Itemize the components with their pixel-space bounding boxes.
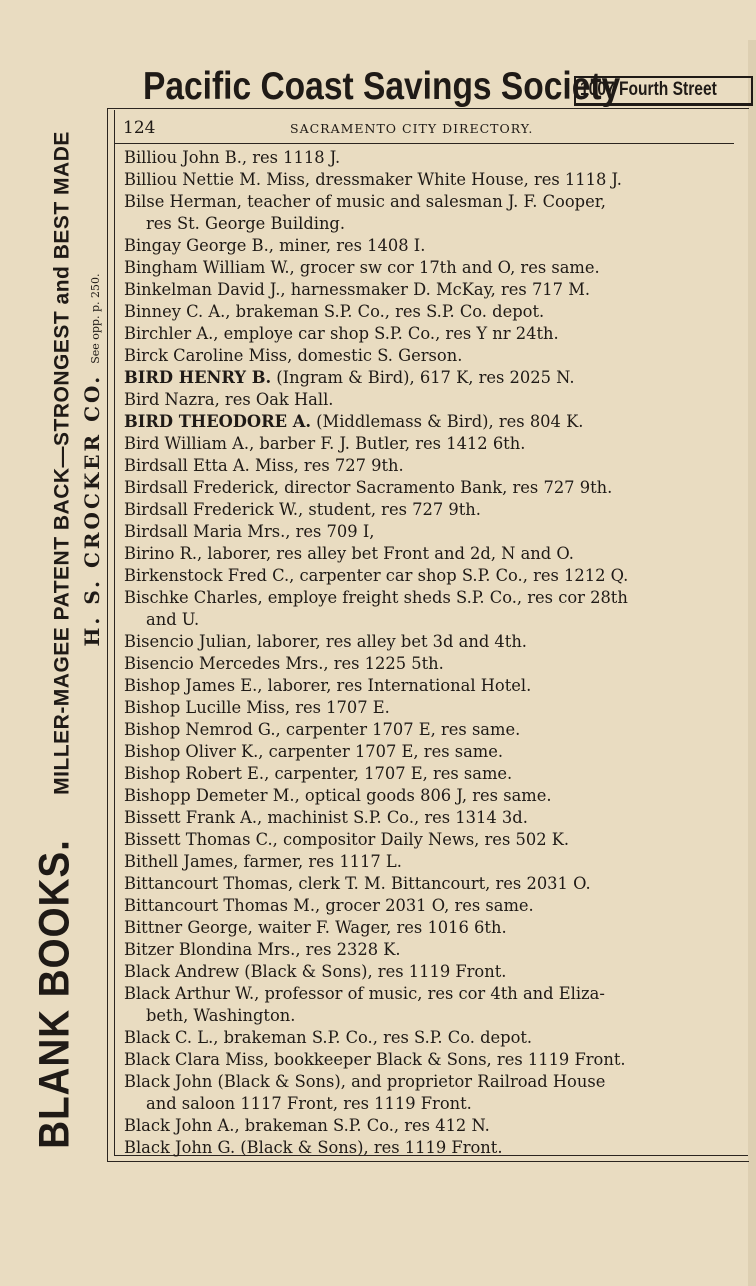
directory-entry [124,939,744,961]
entry-text: Bishopp Demeter M., optical goods 806 J, res same. [124,786,552,805]
directory-entry [124,345,744,367]
entry-bold-name: BIRD THEODORE A. [124,412,311,431]
directory-entry [124,279,744,301]
entry-text: Billiou Nettie M. Miss, dressmaker White House, res 1118 J. [124,170,622,189]
entry-text: Bingay George B., miner, res 1408 I. [124,236,426,255]
entry-text: Birdsall Frederick, director Sacramento Bank, res 727 9th. [124,478,613,497]
entry-text: Bisencio Mercedes Mrs., res 1225 5th. [124,654,444,673]
entry-text: Birck Caroline Miss, domestic S. Gerson. [124,346,463,365]
entry-text: Black Clara Miss, bookkeeper Black & Sons, res 1119 Front. [124,1050,626,1069]
entry-text: Binkelman David J., harnessmaker D. McKay, res 717 M. [124,280,591,299]
directory-entry [124,1137,744,1159]
entry-text: Black Arthur W., professor of music, res cor 4th and Eliza- [124,984,605,1003]
entry-text: Birdsall Maria Mrs., res 709 I, [124,522,375,541]
entry-text: Bishop James E., laborer, res International Hotel. [124,676,532,695]
side-ad-tagline: MILLER-MAGEE PATENT BACK—STRONGEST and BEST MADE [50,131,74,795]
directory-entry [124,411,744,433]
directory-entry [124,455,744,477]
entry-text: Bitzer Blondina Mrs., res 2328 K. [124,940,401,959]
side-ad-main-line [31,131,80,1149]
entry-continuation: beth, Washington. [146,1006,296,1025]
page-header-ad [143,50,748,106]
entry-text: Black Andrew (Black & Sons), res 1119 Front. [124,962,507,981]
entry-text: Billiou John B., res 1118 J. [124,148,341,167]
directory-entry [124,147,744,169]
directory-entry [124,477,744,499]
directory-entry [124,895,744,917]
directory-entry [124,587,744,631]
directory-entry [124,1027,744,1049]
entry-text: Bisencio Julian, laborer, res alley bet 3d and 4th. [124,632,527,651]
directory-entry [124,851,744,873]
entry-continuation: and saloon 1117 Front, res 1119 Front. [146,1094,472,1113]
directory-entry [124,301,744,323]
entry-text: Bishop Lucille Miss, res 1707 E. [124,698,390,717]
entry-text: Binney C. A., brakeman S.P. Co., res S.P. Co. depot. [124,302,545,321]
directory-entry [124,169,744,191]
directory-entry [124,675,744,697]
running-head: SACRAMENTO CITY DIRECTORY. [290,121,534,136]
directory-entry [124,235,744,257]
directory-entry [124,367,744,389]
directory-entry [124,433,744,455]
side-ad-company: H. S. CROCKER CO. [80,373,104,647]
entry-text: Bithell James, farmer, res 1117 L. [124,852,402,871]
entry-text: Bishop Nemrod G., carpenter 1707 E, res same. [124,720,521,739]
directory-entry [124,741,744,763]
directory-entry [124,543,744,565]
entry-text: Birkenstock Fred C., carpenter car shop S.P. Co., res 1212 Q. [124,566,629,585]
directory-entry [124,807,744,829]
side-ad-title: BLANK BOOKS. [30,839,79,1149]
entry-text: Black John G. (Black & Sons), res 1119 Front. [124,1138,503,1157]
entry-text: Bird Nazra, res Oak Hall. [124,390,334,409]
entry-text: Black John (Black & Sons), and proprietor Railroad House [124,1072,606,1091]
entry-text: Birdsall Etta A. Miss, res 727 9th. [124,456,404,475]
side-ad-note: See opp. p. 250. [89,273,102,364]
entry-text: Bischke Charles, employe freight sheds S.P. Co., res cor 28th [124,588,628,607]
entry-text: Bittancourt Thomas M., grocer 2031 O, res same. [124,896,534,915]
directory-entry [124,499,744,521]
entry-text: Birino R., laborer, res alley bet Front and 2d, N and O. [124,544,574,563]
entry-text: (Ingram & Bird), 617 K, res 2025 N. [271,368,575,387]
directory-entry [124,785,744,807]
directory-entry [124,191,744,235]
side-advertisement [0,0,110,1286]
directory-entry [124,1049,744,1071]
entry-text: Bishop Oliver K., carpenter 1707 E, res same. [124,742,504,761]
directory-entry [124,873,744,895]
directory-entry [124,631,744,653]
entry-bold-name: BIRD HENRY B. [124,368,272,387]
directory-entry [124,719,744,741]
directory-entry [124,829,744,851]
directory-entry [124,961,744,983]
entry-text: (Middlemass & Bird), res 804 K. [311,412,584,431]
directory-entry [124,565,744,587]
entry-continuation: and U. [146,610,200,629]
directory-entry [124,1071,744,1115]
page-edge [748,40,756,1286]
entry-continuation: res St. George Building. [146,214,346,233]
directory-entry [124,763,744,785]
bank-name: Pacific Coast Savings Society [143,65,621,108]
entry-text: Bissett Thomas C., compositor Daily News, res 502 K. [124,830,570,849]
directory-entries [124,147,744,1159]
entry-text: Bilse Herman, teacher of music and salesman J. F. Cooper, [124,192,606,211]
directory-entry [124,1115,744,1137]
directory-entry [124,983,744,1027]
entry-text: Bittner George, waiter F. Wager, res 1016 6th. [124,918,507,937]
directory-entry [124,323,744,345]
frame-inner-left-rule [114,110,115,1155]
entry-text: Birchler A., employe car shop S.P. Co., res Y nr 24th. [124,324,559,343]
entry-text: Bishop Robert E., carpenter, 1707 E, res same. [124,764,513,783]
entry-text: Bittancourt Thomas, clerk T. M. Bittancourt, res 2031 O. [124,874,591,893]
side-ad-company-line [80,274,104,647]
header-rule [114,143,734,144]
directory-entry [124,697,744,719]
entry-text: Black John A., brakeman S.P. Co., res 412 N. [124,1116,490,1135]
street-address: 1007 Fourth Street [580,79,717,101]
entry-text: Bingham William W., grocer sw cor 17th and O, res same. [124,258,600,277]
entry-text: Birdsall Frederick W., student, res 727 9th. [124,500,481,519]
directory-entry [124,917,744,939]
directory-entry [124,521,744,543]
entry-text: Bissett Frank A., machinist S.P. Co., res 1314 3d. [124,808,528,827]
directory-entry [124,257,744,279]
directory-entry [124,389,744,411]
entry-text: Black C. L., brakeman S.P. Co., res S.P. Co. depot. [124,1028,533,1047]
directory-entry [124,653,744,675]
page-number: 124 [123,118,156,138]
entry-text: Bird William A., barber F. J. Butler, res 1412 6th. [124,434,526,453]
